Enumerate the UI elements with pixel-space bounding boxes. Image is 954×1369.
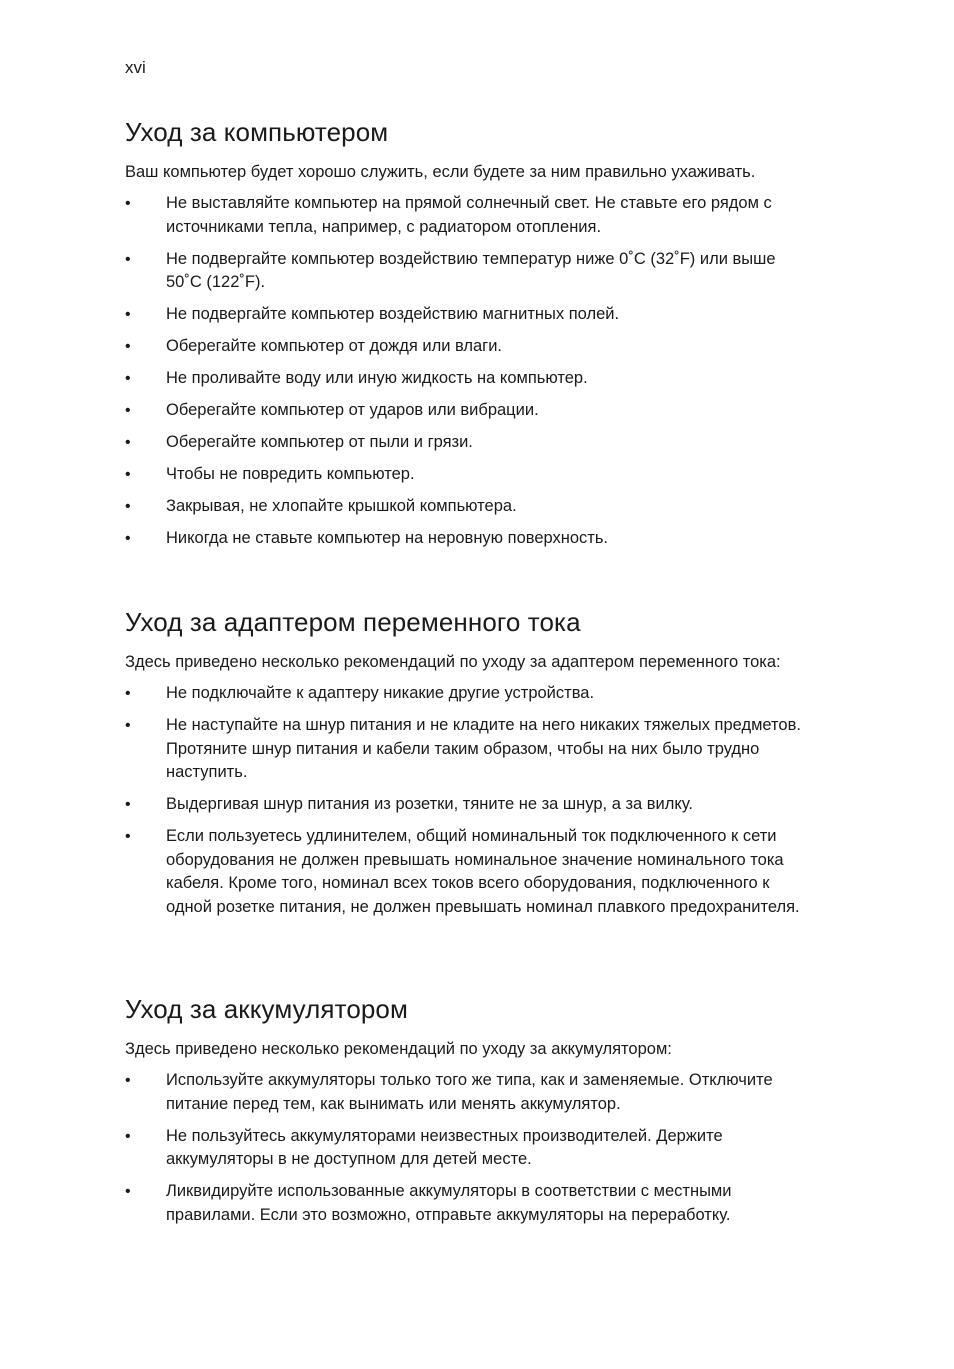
list-item bbox=[125, 335, 815, 359]
section-battery-care bbox=[125, 994, 815, 1236]
section-adapter-care bbox=[125, 607, 815, 928]
list-item bbox=[125, 1069, 815, 1116]
bullet-icon: • bbox=[125, 498, 131, 515]
list-item bbox=[125, 825, 815, 919]
bullet-icon: • bbox=[125, 1072, 131, 1089]
list-item bbox=[125, 248, 815, 295]
page-number: xvi bbox=[125, 58, 146, 77]
section-intro: Здесь приведено несколько рекомендаций по уходу за аккумулятором: bbox=[125, 1040, 672, 1058]
bullet-icon: • bbox=[125, 195, 131, 212]
list-item bbox=[125, 399, 815, 423]
bullet-icon: • bbox=[125, 306, 131, 323]
list-item bbox=[125, 192, 815, 239]
section-intro: Ваш компьютер будет хорошо служить, если будете за ним правильно ухаживать. bbox=[125, 163, 756, 181]
bullet-icon: • bbox=[125, 685, 131, 702]
list-item-text: Оберегайте компьютер от ударов или вибрации. bbox=[166, 401, 539, 419]
list-item-text: Оберегайте компьютер от пыли и грязи. bbox=[166, 433, 473, 451]
section-title: Уход за компьютером bbox=[125, 117, 389, 147]
list-item-text: Выдергивая шнур питания из розетки, тяните не за шнур, а за вилку. bbox=[166, 795, 693, 813]
list-item-text: Закрывая, не хлопайте крышкой компьютера. bbox=[166, 497, 517, 515]
list-item bbox=[125, 1180, 815, 1227]
bullet-icon: • bbox=[125, 1183, 131, 1200]
list-item-text: Не проливайте воду или иную жидкость на компьютер. bbox=[166, 369, 588, 387]
list-item-text: Не пользуйтесь аккумуляторами неизвестных производителей. Держите аккумуляторы в не доступном для детей месте. bbox=[166, 1126, 723, 1168]
list-item-text: Не подвергайте компьютер воздействию температур ниже 0˚C (32˚F) или выше 50˚C (122˚F). bbox=[166, 249, 776, 291]
list-item bbox=[125, 367, 815, 391]
bullet-icon: • bbox=[125, 1127, 131, 1145]
list-item-text: Не подключайте к адаптеру никакие другие устройства. bbox=[166, 684, 595, 702]
list-item bbox=[125, 303, 815, 327]
bullet-list bbox=[125, 192, 815, 551]
section-computer-care bbox=[125, 117, 815, 559]
section-title: Уход за аккумулятором bbox=[125, 994, 408, 1024]
list-item-text: Используйте аккумуляторы только того же типа, как и заменяемые. Отключите питание перед тем, как вынимать или менять аккумулятор. bbox=[166, 1071, 773, 1113]
bullet-icon: • bbox=[125, 402, 131, 419]
bullet-list bbox=[125, 682, 815, 919]
bullet-icon: • bbox=[125, 434, 131, 451]
list-item bbox=[125, 714, 815, 785]
list-item bbox=[125, 527, 815, 551]
bullet-icon: • bbox=[125, 717, 131, 734]
list-item-text: Не выставляйте компьютер на прямой солнечный свет. Не ставьте его рядом с источниками тепла, например, с радиатором отопления. bbox=[166, 194, 772, 236]
list-item-text: Ликвидируйте использованные аккумуляторы в соответствии с местными правилами. Если это возможно, отправьте аккумуляторы на переработку. bbox=[166, 1182, 732, 1224]
list-item-text: Никогда не ставьте компьютер на неровную поверхность. bbox=[166, 529, 609, 547]
list-item-text: Если пользуетесь удлинителем, общий номинальный ток подключенного к сети оборудования не должен превышать номинальное значение номинального тока кабеля. Кроме того, номинал всех токов всего оборудования, подключенного к одной розетке питания, не должен превышать номинал плавкого предохранителя. bbox=[166, 827, 800, 916]
bullet-list bbox=[125, 1069, 815, 1227]
list-item-text: Оберегайте компьютер от дождя или влаги. bbox=[166, 337, 503, 355]
list-item-text: Чтобы не повредить компьютер. bbox=[166, 465, 415, 483]
bullet-icon: • bbox=[125, 250, 131, 268]
list-item bbox=[125, 793, 815, 817]
bullet-icon: • bbox=[125, 828, 131, 845]
section-intro: Здесь приведено несколько рекомендаций по уходу за адаптером переменного тока: bbox=[125, 653, 781, 671]
list-item bbox=[125, 431, 815, 455]
list-item-text: Не подвергайте компьютер воздействию магнитных полей. bbox=[166, 305, 620, 323]
section-title: Уход за адаптером переменного тока bbox=[125, 607, 581, 637]
bullet-icon: • bbox=[125, 338, 131, 355]
bullet-icon: • bbox=[125, 370, 131, 387]
list-item bbox=[125, 1125, 815, 1172]
bullet-icon: • bbox=[125, 530, 131, 547]
bullet-icon: • bbox=[125, 796, 131, 813]
list-item-text: Не наступайте на шнур питания и не кладите на него никаких тяжелых предметов. Протяните шнур питания и кабели таким образом, чтобы на них было трудно наступить. bbox=[166, 716, 801, 781]
list-item bbox=[125, 682, 815, 706]
list-item bbox=[125, 495, 815, 519]
bullet-icon: • bbox=[125, 466, 131, 483]
list-item bbox=[125, 463, 815, 487]
